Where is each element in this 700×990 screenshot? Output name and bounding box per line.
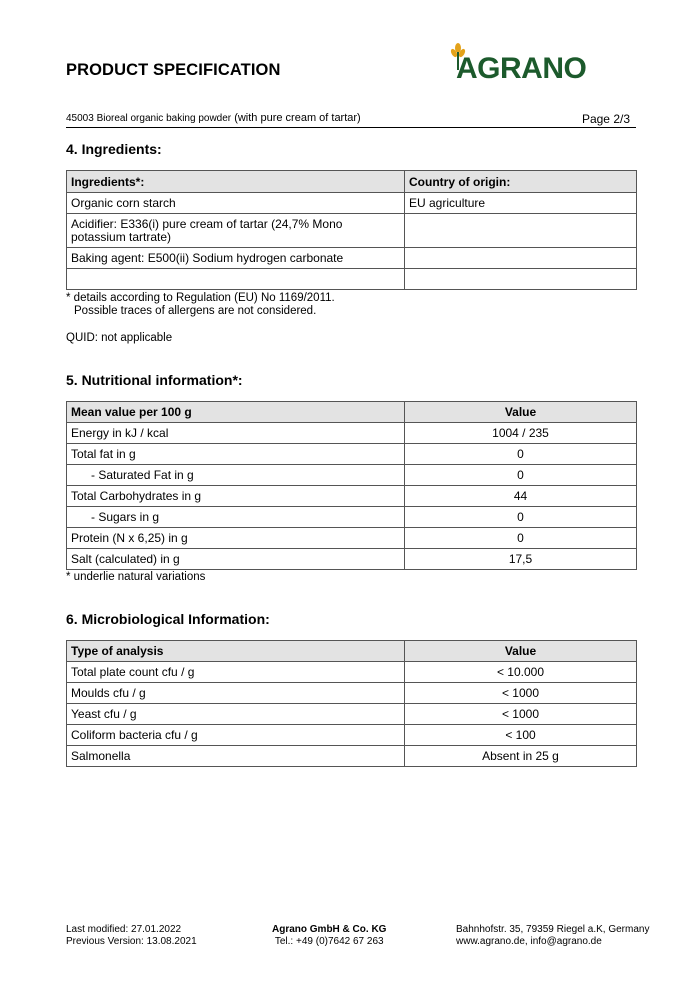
table-row [67,248,637,269]
column-header-value: Value [405,402,637,423]
ingredients-note-line1: * details according to Regulation (EU) No 1169/2011. [66,292,335,304]
table-header-row [67,171,637,193]
table-header-row [67,402,637,423]
table-row [67,549,637,570]
micro-heading: 6. Microbiological Information: [66,611,270,627]
ingredients-table [66,170,637,290]
origin-cell: EU agriculture [405,193,637,214]
table-row [67,269,637,290]
page-number: Page 2/3 [581,112,630,126]
nutrient-value: 0 [405,444,637,465]
analysis-value: Absent in 25 g [405,746,637,767]
nutrient-label: Salt (calculated) in g [67,549,405,570]
footer-company [272,924,386,948]
ingredient-cell: Acidifier: E336(i) pure cream of tartar (24,7% Mono potassium tartrate) [67,214,405,248]
column-header-label: Mean value per 100 g [67,402,405,423]
last-modified: Last modified: 27.01.2022 [66,924,182,935]
origin-cell [405,214,637,248]
nutrient-label: - Saturated Fat in g [67,465,405,486]
analysis-value: < 1000 [405,683,637,704]
table-row [67,193,637,214]
ingredients-note-line2: Possible traces of allergens are not considered. [74,305,317,317]
company-web: www.agrano.de, info@agrano.de [456,936,602,947]
previous-version: Previous Version: 13.08.2021 [66,936,197,947]
table-row [67,507,637,528]
product-code-name: 45003 Bioreal organic baking powder [66,113,232,124]
logo-text: AGRANO [456,52,587,85]
analysis-label: Yeast cfu / g [67,704,405,725]
analysis-value: < 10.000 [405,662,637,683]
table-row [67,444,637,465]
footer-dates [66,924,197,948]
ingredients-note [66,292,335,318]
table-row [67,683,637,704]
table-row [67,486,637,507]
origin-cell [405,248,637,269]
product-qualifier: (with pure cream of tartar) [234,112,361,124]
ingredients-heading: 4. Ingredients: [66,141,162,157]
table-row [67,214,637,248]
company-phone: Tel.: +49 (0)7642 67 263 [274,936,384,947]
document-subheader [66,112,636,128]
ingredient-cell: Baking agent: E500(ii) Sodium hydrogen carbonate [67,248,405,269]
agrano-logo [450,42,610,90]
table-row [67,725,637,746]
column-header-ingredients: Ingredients*: [67,171,405,193]
table-row [67,662,637,683]
ingredient-cell: Organic corn starch [67,193,405,214]
quid-note: QUID: not applicable [66,332,173,344]
nutrient-label: Energy in kJ / kcal [67,423,405,444]
nutrition-table [66,401,637,570]
table-header-row [67,641,637,662]
ingredient-cell [67,269,405,290]
document-title: PRODUCT SPECIFICATION [66,61,281,79]
footer-address [456,924,649,948]
product-name [66,112,361,124]
analysis-value: < 1000 [405,704,637,725]
company-name: Agrano GmbH & Co. KG [272,924,387,935]
nutrient-value: 17,5 [405,549,637,570]
table-row [67,465,637,486]
analysis-label: Moulds cfu / g [67,683,405,704]
nutrient-value: 0 [405,528,637,549]
nutrient-label: Total Carbohydrates in g [67,486,405,507]
column-header-label: Type of analysis [67,641,405,662]
company-address: Bahnhofstr. 35, 79359 Riegel a.K, Germany [456,924,650,935]
nutrient-value: 1004 / 235 [405,423,637,444]
table-row [67,423,637,444]
nutrient-value: 0 [405,507,637,528]
analysis-label: Coliform bacteria cfu / g [67,725,405,746]
analysis-label: Salmonella [67,746,405,767]
nutrient-label: Protein (N x 6,25) in g [67,528,405,549]
origin-cell [405,269,637,290]
analysis-label: Total plate count cfu / g [67,662,405,683]
nutrition-note: * underlie natural variations [66,571,206,583]
analysis-value: < 100 [405,725,637,746]
nutrient-value: 44 [405,486,637,507]
nutrition-heading: 5. Nutritional information*: [66,372,243,388]
column-header-origin: Country of origin: [405,171,637,193]
nutrient-label: Total fat in g [67,444,405,465]
nutrient-value: 0 [405,465,637,486]
table-row [67,528,637,549]
table-row [67,704,637,725]
nutrient-label: - Sugars in g [67,507,405,528]
column-header-value: Value [405,641,637,662]
table-row [67,746,637,767]
micro-table [66,640,637,767]
